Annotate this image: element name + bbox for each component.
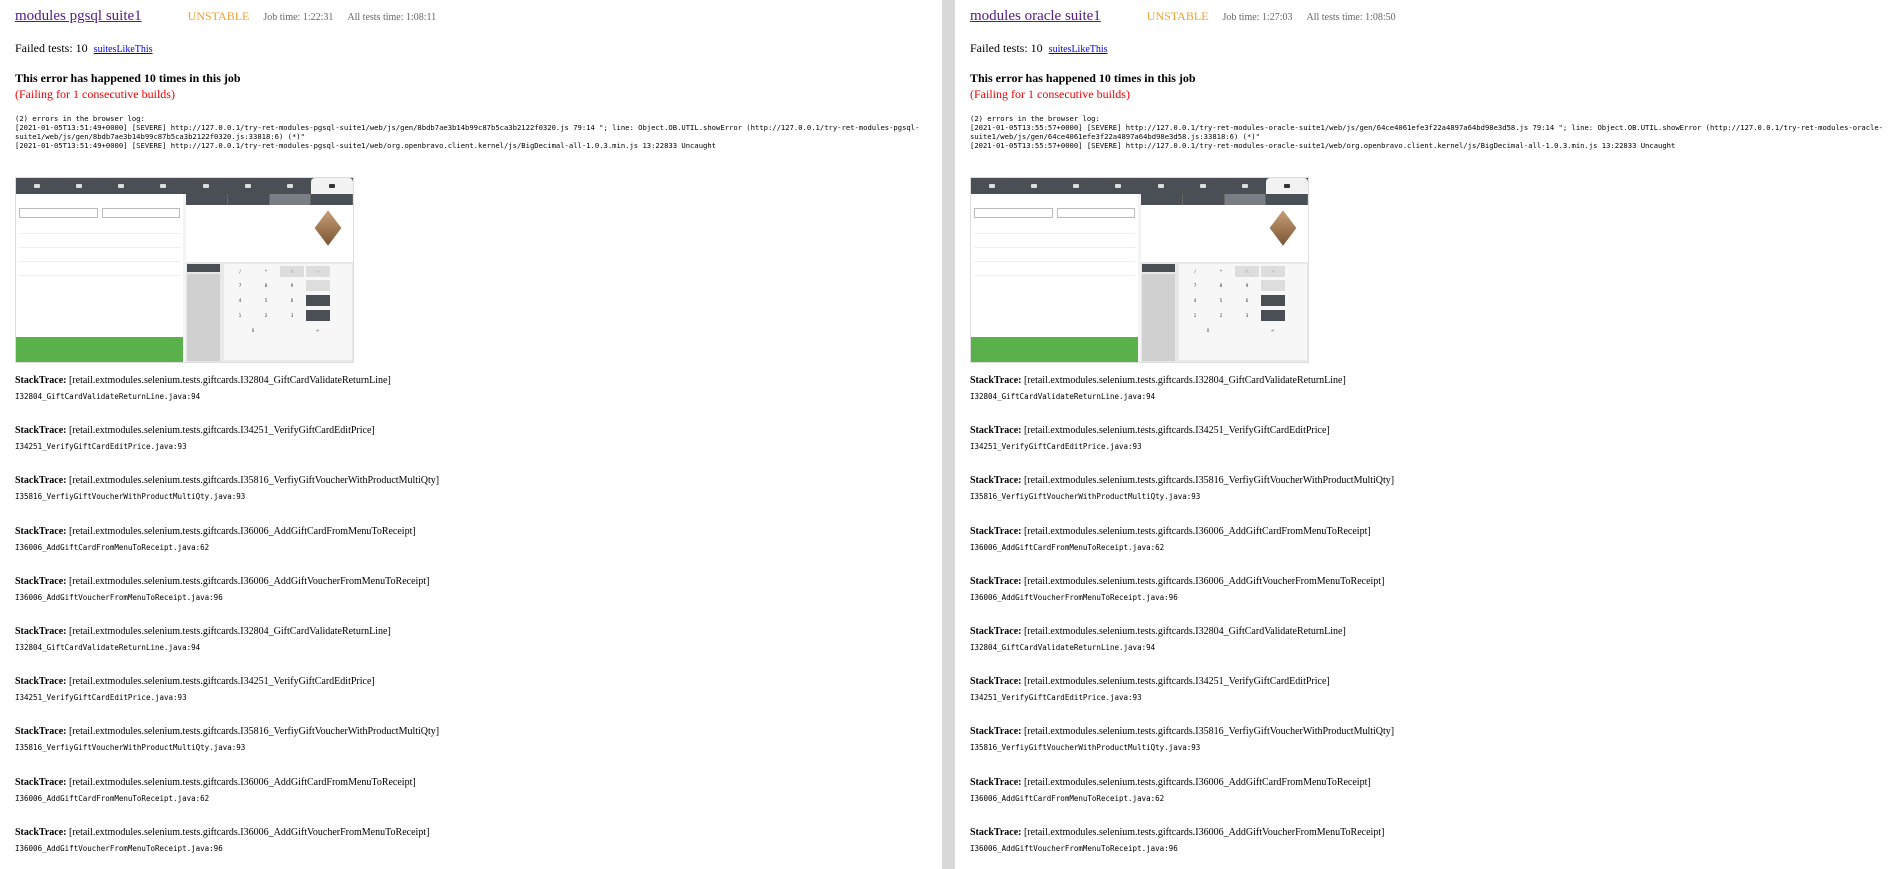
receipt-line — [974, 248, 1135, 262]
stacktrace-entry — [15, 676, 942, 726]
stacktrace-label: StackTrace: — [15, 776, 67, 788]
receipt-field — [1057, 208, 1136, 218]
search-icon — [287, 184, 293, 188]
panel-pgsql — [0, 0, 942, 869]
stacktrace-entry — [970, 425, 1897, 475]
stacktrace-list — [15, 375, 942, 869]
failing-consecutive-text: (Failing for 1 consecutive builds) — [15, 87, 175, 101]
stacktrace-title — [970, 375, 1897, 386]
keypad-key: 5 — [1219, 298, 1223, 303]
stacktrace-class: [retail.extmodules.selenium.tests.giftcards.I35816_VerfiyGiftVoucherWithProductMultiQty] — [1023, 726, 1395, 738]
keypad-key: 8 — [1219, 283, 1223, 288]
plus-icon — [76, 184, 82, 188]
suite-title-link[interactable]: modules pgsql suite1 — [15, 8, 142, 24]
stacktrace-file: I34251_VerifyGiftCardEditPrice.java:93 — [15, 442, 187, 452]
stacktrace-label: StackTrace: — [15, 676, 67, 688]
edit-icon — [329, 184, 335, 188]
stacktrace-file: I36006_AddGiftCardFromMenuToReceipt.java:62 — [15, 542, 210, 552]
stacktrace-file: I34251_VerifyGiftCardEditPrice.java:93 — [970, 442, 1142, 452]
calendar-icon — [160, 184, 166, 188]
receipt-total — [971, 337, 1138, 363]
error-screenshot[interactable] — [970, 177, 1309, 363]
stacktrace-file: I32804_GiftCardValidateReturnLine.java:94 — [15, 642, 201, 652]
stacktrace-label: StackTrace: — [970, 676, 1022, 688]
keypad-key: 3 — [290, 313, 294, 318]
keypad-side-column — [1142, 274, 1175, 361]
keypad-grid — [224, 264, 352, 360]
stacktrace-class: [retail.extmodules.selenium.tests.giftcards.I32804_GiftCardValidateReturnLine] — [1023, 375, 1346, 386]
stacktrace-file: I34251_VerifyGiftCardEditPrice.java:93 — [15, 693, 187, 703]
receipt-line — [19, 262, 180, 276]
browser-log: (2) errors in the browser log: [2021-01-05T13:51:49+0000] [SEVERE] http://127.0.0.1/try-ret-modules-pgsql-suite1/web/js/gen/8bdb7ae3b14b99c87b5ca3b2122f0320.js 79:14 "; line: Object.OB.UTIL.showError (http://127.0.0.1/try-ret-modules-pgsql-suite1/web/js/gen/8bdb7ae3b14b99c87b5ca3b2122f0320.js:33818:6) (*)" [2021-01-05T13:51:49+0000] [SEVERE] http://127.0.0.1/try-ret-modules-pgsql-suite1/web/org.openbravo.client.kernel/js/BigDecimal-all-1.0.3.min.js 13:22833 Uncaught — [15, 114, 920, 150]
list-icon — [203, 184, 209, 188]
error-happened-heading: This error has happened 10 times in this job — [970, 71, 1196, 85]
stacktrace-label: StackTrace: — [970, 375, 1022, 386]
receipt-header — [971, 194, 1138, 206]
stacktrace-title — [15, 676, 942, 687]
stacktrace-class: [retail.extmodules.selenium.tests.giftcards.I36006_AddGiftVoucherFromMenuToReceipt] — [1023, 575, 1385, 587]
receipt-line — [19, 220, 180, 234]
stacktrace-label: StackTrace: — [970, 475, 1022, 487]
edit-icon — [1284, 184, 1290, 188]
stacktrace-entry — [970, 827, 1897, 869]
stacktrace-entry — [15, 475, 942, 525]
keypad-key: 1 — [238, 313, 242, 318]
keypad-key: 0 — [251, 328, 255, 333]
toolbar-item — [1182, 178, 1224, 194]
stacktrace-entry — [970, 676, 1897, 726]
list-icon — [1200, 184, 1206, 188]
toolbar-item — [269, 178, 311, 194]
pos-keypad — [186, 262, 353, 362]
stacktrace-title — [970, 576, 1897, 587]
keypad-key: 2 — [264, 313, 268, 318]
pos-keypad — [1141, 262, 1308, 362]
receipt-line — [19, 234, 180, 248]
stacktrace-file: I35816_VerfiyGiftVoucherWithProductMultiQty.java:93 — [15, 492, 246, 502]
keypad-key: % — [1235, 266, 1259, 277]
stacktrace-entry — [15, 827, 942, 869]
stacktrace-class: [retail.extmodules.selenium.tests.giftcards.I36006_AddGiftVoucherFromMenuToReceipt] — [68, 826, 430, 838]
receipt-fields — [16, 206, 183, 220]
pos-tab — [186, 194, 228, 205]
receipt-field — [974, 208, 1053, 218]
panel-header — [970, 8, 1897, 30]
status-badge: UNSTABLE — [187, 9, 250, 23]
stacktrace-label: StackTrace: — [15, 525, 67, 537]
toolbar-item — [1140, 178, 1182, 194]
keypad-key: 6 — [290, 298, 294, 303]
stacktrace-label: StackTrace: — [15, 575, 67, 587]
keypad-key: 4 — [1193, 298, 1197, 303]
keypad-key: / — [239, 269, 241, 274]
pos-tab — [1225, 194, 1267, 205]
stacktrace-label: StackTrace: — [15, 425, 67, 437]
stacktrace-class: [retail.extmodules.selenium.tests.giftcards.I36006_AddGiftVoucherFromMenuToReceipt] — [1023, 826, 1385, 838]
stacktrace-class: [retail.extmodules.selenium.tests.giftcards.I36006_AddGiftCardFromMenuToReceipt] — [1023, 525, 1371, 537]
stacktrace-label: StackTrace: — [970, 625, 1022, 637]
panel-header — [15, 8, 942, 30]
stacktrace-label: StackTrace: — [15, 475, 67, 487]
keypad-key — [306, 280, 330, 291]
pos-receipt — [971, 194, 1138, 362]
stacktrace-entry — [970, 475, 1897, 525]
keypad-key: 0 — [1206, 328, 1210, 333]
toolbar-item-active — [1266, 178, 1308, 194]
all-tests-time: All tests time: 1:08:11 — [347, 12, 437, 23]
keypad-key — [306, 310, 330, 321]
toolbar-item — [1055, 178, 1097, 194]
stacktrace-title — [15, 777, 942, 788]
stacktrace-class: [retail.extmodules.selenium.tests.giftcards.I35816_VerfiyGiftVoucherWithProductMultiQty] — [1023, 475, 1395, 487]
keypad-key — [1261, 310, 1285, 321]
enter-icon: ↵ — [1271, 328, 1275, 333]
stacktrace-file: I32804_GiftCardValidateReturnLine.java:94 — [970, 642, 1156, 652]
pos-tab — [270, 194, 312, 205]
keypad-key: 3 — [1245, 313, 1249, 318]
stacktrace-title — [970, 676, 1897, 687]
stacktrace-class: [retail.extmodules.selenium.tests.giftcards.I35816_VerfiyGiftVoucherWithProductMultiQty] — [68, 475, 440, 487]
toolbar-item — [58, 178, 100, 194]
failed-tests-row — [15, 41, 942, 57]
stacktrace-file: I36006_AddGiftCardFromMenuToReceipt.java:62 — [15, 793, 210, 803]
stacktrace-label: StackTrace: — [970, 726, 1022, 738]
stacktrace-file: I36006_AddGiftVoucherFromMenuToReceipt.java:96 — [970, 592, 1178, 602]
stacktrace-title — [15, 827, 942, 838]
toolbar-item — [227, 178, 269, 194]
keypad-key: 7 — [1193, 283, 1197, 288]
stacktrace-label: StackTrace: — [15, 826, 67, 838]
stacktrace-class: [retail.extmodules.selenium.tests.giftcards.I32804_GiftCardValidateReturnLine] — [68, 375, 391, 386]
upc-button — [1142, 264, 1175, 272]
stacktrace-file: I35816_VerfiyGiftVoucherWithProductMultiQty.java:93 — [15, 743, 246, 753]
stacktrace-entry — [970, 375, 1897, 425]
keypad-key: + — [306, 266, 330, 277]
status-badge: UNSTABLE — [1146, 9, 1209, 23]
stacktrace-class: [retail.extmodules.selenium.tests.giftcards.I34251_VerifyGiftCardEditPrice] — [1023, 425, 1330, 437]
keypad-key — [1261, 280, 1285, 291]
stacktrace-entry — [15, 777, 942, 827]
stacktrace-label: StackTrace: — [970, 826, 1022, 838]
search-icon — [1242, 184, 1248, 188]
receipt-icon — [118, 184, 124, 188]
stacktrace-title — [15, 576, 942, 587]
receipt-total — [16, 337, 183, 363]
job-time: Job time: 1:22:31 — [263, 12, 334, 23]
pos-tab — [1141, 194, 1183, 205]
stacktrace-title — [15, 425, 942, 436]
failing-consecutive-text: (Failing for 1 consecutive builds) — [970, 87, 1130, 101]
keypad-key: 4 — [238, 298, 242, 303]
stacktrace-entry — [970, 777, 1897, 827]
stacktrace-title — [15, 375, 942, 386]
receipt-field — [19, 208, 98, 218]
stacktrace-label: StackTrace: — [970, 575, 1022, 587]
stacktrace-title — [970, 526, 1897, 537]
receipt-fields — [971, 206, 1138, 220]
browser-log: (2) errors in the browser log: [2021-01-05T13:55:57+0000] [SEVERE] http://127.0.0.1/try-ret-modules-oracle-suite1/web/js/gen/64ce4061efe3f22a4897a64bd98e3d58.js 79:14 "; line: Object.OB.UTIL.showError (http://127.0.0.1/try-ret-modules-oracle-suite1/web/js/gen/64ce4061efe3f22a4897a64bd98e3d58.js:33818:6) (*)" [2021-01-05T13:55:57+0000] [SEVERE] http://127.0.0.1/try-ret-modules-oracle-suite1/web/org.openbravo.client.kernel/js/BigDecimal-all-1.0.3.min.js 13:22833 Uncaught — [970, 114, 1884, 150]
stacktrace-entry — [970, 626, 1897, 676]
stacktrace-file: I36006_AddGiftVoucherFromMenuToReceipt.java:96 — [970, 843, 1178, 853]
error-happened-heading: This error has happened 10 times in this job — [15, 71, 241, 85]
receipt-line — [974, 262, 1135, 276]
failed-tests-label: Failed tests: 10 — [15, 41, 88, 55]
keypad-key: 5 — [264, 298, 268, 303]
keypad-key: 6 — [1245, 298, 1249, 303]
pos-tab — [228, 194, 270, 205]
stacktrace-title — [970, 425, 1897, 436]
stacktrace-class: [retail.extmodules.selenium.tests.giftcards.I36006_AddGiftVoucherFromMenuToReceipt] — [68, 575, 430, 587]
pos-tab — [311, 194, 353, 205]
stacktrace-entry — [15, 576, 942, 626]
pos-receipt — [16, 194, 183, 362]
stacktrace-label: StackTrace: — [15, 625, 67, 637]
suites-like-this-link[interactable]: suitesLikeThis — [1048, 44, 1108, 55]
stacktrace-label: StackTrace: — [15, 375, 67, 386]
keypad-key: 2 — [1219, 313, 1223, 318]
product-detail — [186, 205, 353, 266]
stacktrace-file: I32804_GiftCardValidateReturnLine.java:94 — [15, 392, 201, 401]
stacktrace-file: I36006_AddGiftCardFromMenuToReceipt.java:62 — [970, 542, 1165, 552]
suite-title-link[interactable]: modules oracle suite1 — [970, 8, 1101, 24]
suites-like-this-link[interactable]: suitesLikeThis — [93, 44, 153, 55]
stacktrace-file: I36006_AddGiftVoucherFromMenuToReceipt.java:96 — [15, 843, 223, 853]
stacktrace-file: I35816_VerfiyGiftVoucherWithProductMultiQty.java:93 — [970, 743, 1201, 753]
toolbar-item — [1013, 178, 1055, 194]
stacktrace-class: [retail.extmodules.selenium.tests.giftcards.I32804_GiftCardValidateReturnLine] — [1023, 625, 1346, 637]
toolbar-item — [1097, 178, 1139, 194]
pos-tabs — [1141, 194, 1308, 205]
enter-icon: ↵ — [316, 328, 320, 333]
stacktrace-entry — [970, 576, 1897, 626]
keypad-key: * — [265, 269, 267, 274]
stacktrace-class: [retail.extmodules.selenium.tests.giftcards.I36006_AddGiftCardFromMenuToReceipt] — [1023, 776, 1371, 788]
stacktrace-title — [970, 777, 1897, 788]
panel-divider — [942, 0, 955, 869]
receipt-line — [19, 248, 180, 262]
stacktrace-title — [15, 726, 942, 737]
list-icon — [1158, 184, 1164, 188]
stacktrace-file: I36006_AddGiftVoucherFromMenuToReceipt.java:96 — [15, 592, 223, 602]
panel-oracle — [955, 0, 1897, 869]
stacktrace-entry — [15, 425, 942, 475]
stacktrace-label: StackTrace: — [970, 425, 1022, 437]
stacktrace-title — [15, 626, 942, 637]
keypad-side-column — [187, 274, 220, 361]
menu-icon — [989, 184, 995, 188]
stacktrace-title — [970, 827, 1897, 838]
job-time: Job time: 1:27:03 — [1222, 12, 1293, 23]
stacktrace-entry — [15, 375, 942, 425]
keypad-key — [1261, 295, 1285, 306]
toolbar-item — [16, 178, 58, 194]
toolbar-item-active — [311, 178, 353, 194]
stacktrace-entry — [970, 526, 1897, 576]
stacktrace-entry — [15, 626, 942, 676]
stacktrace-file: I34251_VerifyGiftCardEditPrice.java:93 — [970, 693, 1142, 703]
stacktrace-label: StackTrace: — [970, 776, 1022, 788]
stacktrace-file: I32804_GiftCardValidateReturnLine.java:94 — [970, 392, 1156, 401]
keypad-key: 9 — [290, 283, 294, 288]
product-box-icon — [315, 210, 342, 245]
failed-tests-label: Failed tests: 10 — [970, 41, 1043, 55]
toolbar-item — [100, 178, 142, 194]
toolbar-item — [142, 178, 184, 194]
keypad-key: * — [1220, 269, 1222, 274]
pos-tab — [1183, 194, 1225, 205]
stacktrace-label: StackTrace: — [15, 726, 67, 738]
keypad-key: 8 — [264, 283, 268, 288]
all-tests-time: All tests time: 1:08:50 — [1306, 12, 1396, 23]
stacktrace-title — [970, 626, 1897, 637]
keypad-key: 9 — [1245, 283, 1249, 288]
stacktrace-class: [retail.extmodules.selenium.tests.giftcards.I36006_AddGiftCardFromMenuToReceipt] — [68, 776, 416, 788]
keypad-key: + — [1261, 266, 1285, 277]
keypad-key — [306, 295, 330, 306]
stacktrace-class: [retail.extmodules.selenium.tests.giftcards.I34251_VerifyGiftCardEditPrice] — [68, 425, 375, 437]
stacktrace-title — [15, 475, 942, 486]
product-detail — [1141, 205, 1308, 266]
keypad-grid — [1179, 264, 1307, 360]
receipt-header — [16, 194, 183, 206]
pos-toolbar — [971, 178, 1308, 194]
stacktrace-file: I36006_AddGiftCardFromMenuToReceipt.java:62 — [970, 793, 1165, 803]
stacktrace-class: [retail.extmodules.selenium.tests.giftcards.I34251_VerifyGiftCardEditPrice] — [1023, 676, 1330, 688]
pos-right-pane — [186, 194, 353, 362]
keypad-key: % — [280, 266, 304, 277]
stacktrace-title — [970, 726, 1897, 737]
toolbar-item — [1224, 178, 1266, 194]
keypad-key: / — [1194, 269, 1196, 274]
stacktrace-file: I35816_VerfiyGiftVoucherWithProductMultiQty.java:93 — [970, 492, 1201, 502]
stacktrace-class: [retail.extmodules.selenium.tests.giftcards.I35816_VerfiyGiftVoucherWithProductMultiQty] — [68, 726, 440, 738]
pos-tabs — [186, 194, 353, 205]
receipt-line — [974, 234, 1135, 248]
stacktrace-list — [970, 375, 1897, 869]
keypad-key: 7 — [238, 283, 242, 288]
stacktrace-label: StackTrace: — [970, 525, 1022, 537]
keypad-key: 1 — [1193, 313, 1197, 318]
calendar-icon — [1115, 184, 1121, 188]
list-icon — [245, 184, 251, 188]
plus-icon — [1031, 184, 1037, 188]
stacktrace-entry — [15, 526, 942, 576]
product-box-icon — [1270, 210, 1297, 245]
stacktrace-title — [15, 526, 942, 537]
stacktrace-entry — [15, 726, 942, 776]
stacktrace-title — [970, 475, 1897, 486]
receipt-field — [102, 208, 181, 218]
receipt-line — [974, 220, 1135, 234]
toolbar-item — [971, 178, 1013, 194]
stacktrace-entry — [970, 726, 1897, 776]
pos-tab — [1266, 194, 1308, 205]
receipt-icon — [1073, 184, 1079, 188]
stacktrace-class: [retail.extmodules.selenium.tests.giftcards.I32804_GiftCardValidateReturnLine] — [68, 625, 391, 637]
stacktrace-class: [retail.extmodules.selenium.tests.giftcards.I36006_AddGiftCardFromMenuToReceipt] — [68, 525, 416, 537]
error-screenshot[interactable] — [15, 177, 354, 363]
pos-toolbar — [16, 178, 353, 194]
failed-tests-row — [970, 41, 1897, 57]
upc-button — [187, 264, 220, 272]
menu-icon — [34, 184, 40, 188]
pos-right-pane — [1141, 194, 1308, 362]
stacktrace-class: [retail.extmodules.selenium.tests.giftcards.I34251_VerifyGiftCardEditPrice] — [68, 676, 375, 688]
toolbar-item — [185, 178, 227, 194]
